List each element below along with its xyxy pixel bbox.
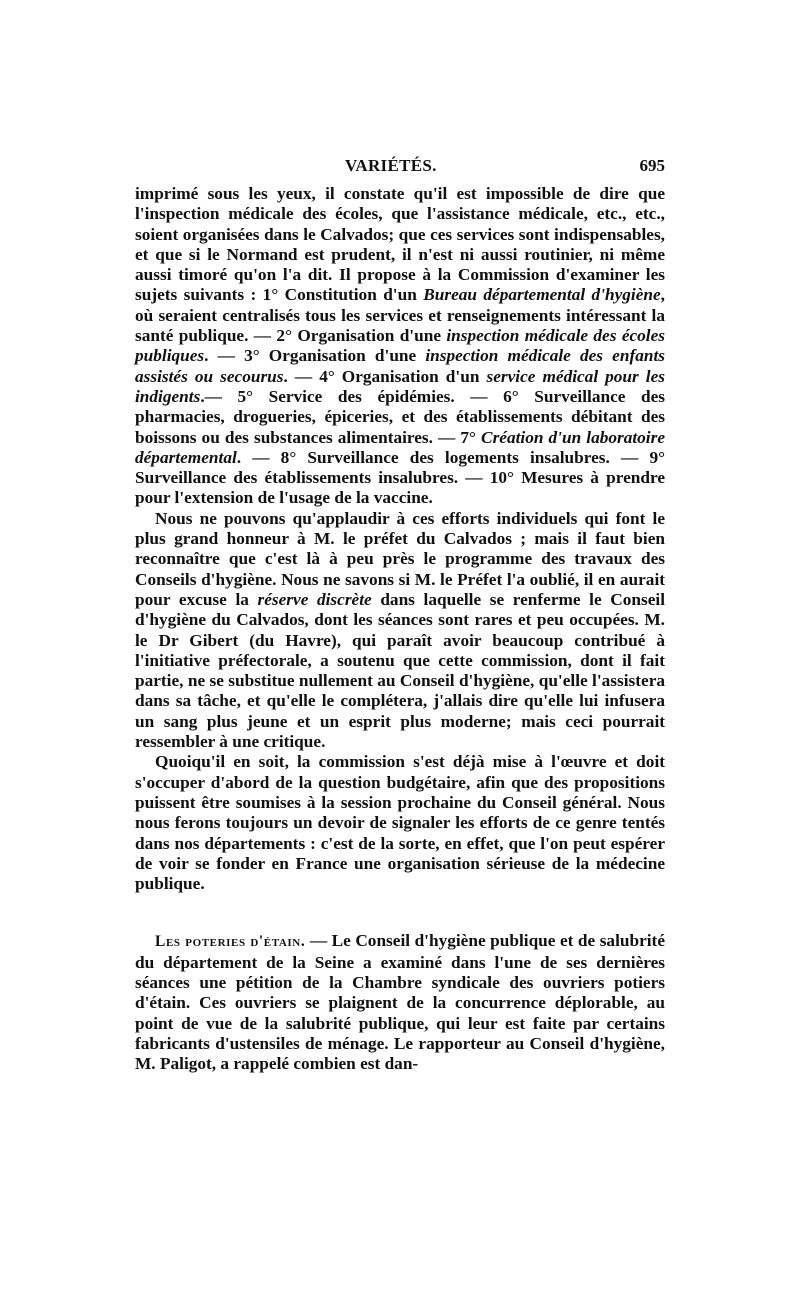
- text-run: dans laquelle se renferme le Conseil d'hygiène du Calvados, dont les séances sont rares et peu occupées. M. le Dr Gibert (du Havre), qui paraît avoir beaucoup contribué à l'initiative préfectorale, a soutenu que cette commission, dont il fait partie, ne se substitue nullement au Conseil d'hygiène, qu'elle l'assistera dans sa tâche, et qu'elle le complétera, j'allais dire qu'elle lui infusera un sang plus jeune et un esprit plus moderne; mais ceci pourrait ressembler à une critique.: [135, 589, 665, 752]
- text-run: Nous ne pouvons qu'applaudir à ces efforts individuels qui font le plus grand honneur à M. le préfet du Calvados ; mais il faut bien reconnaître que c'est là à peu près le programme des travaux des Conseils d'hygiène. Nous ne savons si M. le Préfet l'a oublié, il en aurait pour excuse la: [135, 508, 665, 609]
- italic-phrase: service médical pour les indigents: [135, 366, 666, 406]
- text-run: . — 8° Surveillance des logements insalubres. — 9° Surveillance des établissements insalubres. — 10° Mesures à prendre pour l'extension de l'usage de la vaccine.: [135, 447, 665, 508]
- italic-phrase: Création d'un laboratoire départemental: [135, 427, 666, 467]
- paragraph-3: [135, 752, 665, 894]
- text-run: , où seraient centralisés tous les services et renseignements intéressant la santé publique. — 2° Organisation d'une: [135, 285, 665, 346]
- italic-phrase: réserve discrète: [257, 589, 372, 609]
- text-run: .— 5° Service des épidémies. — 6° Surveillance des pharmacies, drogueries, épiceries, et des établissements débitant des boissons ou des substances alimentaires. — 7°: [135, 386, 665, 447]
- text-run: . — 3° Organisation d'une: [204, 346, 426, 366]
- paragraph-2: [135, 509, 665, 753]
- body-text: [135, 184, 665, 1074]
- paragraph-1: [135, 184, 665, 509]
- section-title: VARIÉTÉS.: [345, 156, 437, 175]
- italic-phrase: inspection médicale des enfants assistés ou secourus: [135, 346, 665, 386]
- italic-phrase: inspection médicale des écoles publiques: [135, 326, 665, 366]
- section-heading: Les poteries d'étain.: [155, 933, 306, 951]
- text-run: . — 4° Organisation d'un: [283, 366, 487, 386]
- page-number: 695: [639, 156, 665, 175]
- text-run: Quoiqu'il en soit, la commission s'est déjà mise à l'œuvre et doit s'occuper d'abord de la question budgétaire, afin que des propositions puissent être soumises à la session prochaine du Conseil général. Nous nous ferons toujours un devoir de signaler les efforts de ce genre tentés dans nos départements : c'est de la sorte, en effet, que l'on peut espérer de voir se fonder en France une organisation sérieuse de la médecine publique.: [135, 752, 665, 894]
- running-header: [135, 156, 665, 180]
- italic-phrase: Bureau départemental d'hygiène: [423, 285, 661, 305]
- text-run: — Le Conseil d'hygiène publique et de salubrité du département de la Seine a examiné dans l'une de ses dernières séances une pétition de la Chambre syndicale des ouvriers potiers d'étain. Ces ouvriers se plaignent de la concurrence déplorable, au point de vue de la salubrité publique, qui leur est faite par certains fabricants d'ustensiles de ménage. Le rapporteur au Conseil d'hygiène, M. Paligot, a rappelé combien est dan-: [135, 931, 665, 1074]
- text-run: imprimé sous les yeux, il constate qu'il est impossible de dire que l'inspection médicale des écoles, que l'assistance médicale, etc., etc., soient organisées dans le Calvados; que ces services sont indispensables, et que si le Normand est prudent, il n'est ni aussi routinier, ni même aussi timoré qu'on l'a dit. Il propose à la Commission d'examiner les sujets suivants : 1° Constitution d'un: [135, 184, 665, 305]
- paragraph-poteries: [135, 931, 665, 1074]
